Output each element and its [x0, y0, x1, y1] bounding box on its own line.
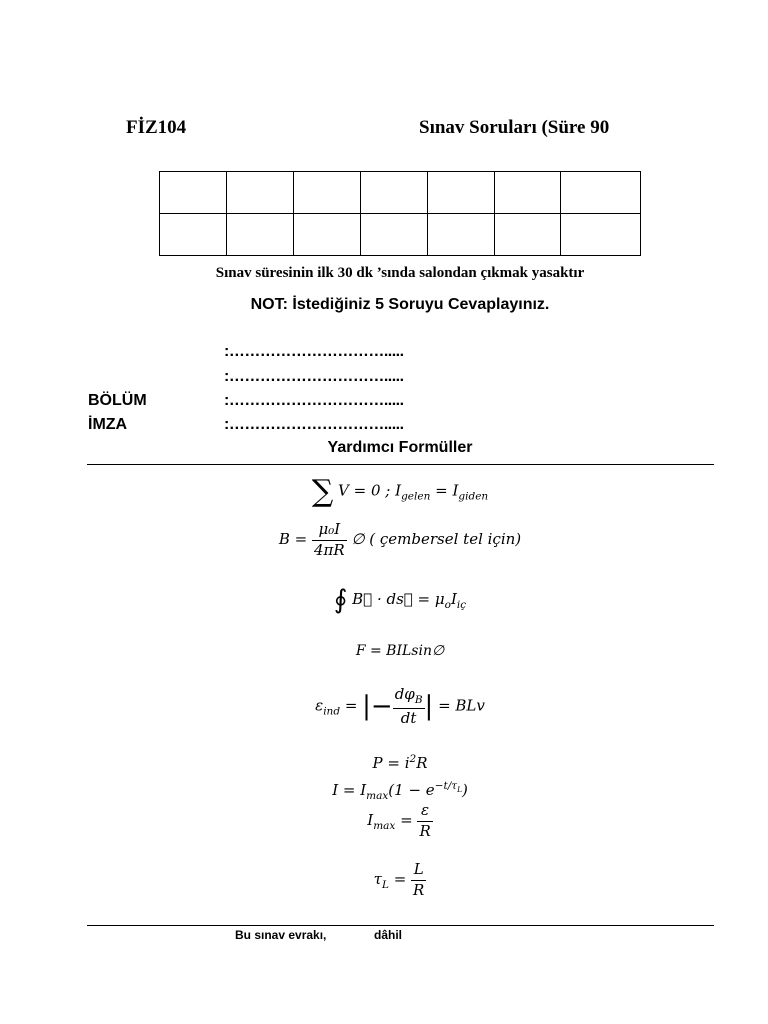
grade-cell[interactable] [428, 172, 495, 214]
formula-kirchhoff: ∑ V = 0 ; $I_{gelen} = I_{giden}$ [311, 474, 489, 509]
answer-field-imza[interactable]: :…………………………..... [224, 416, 404, 433]
formulas-heading: Yardımcı Formüller [327, 439, 473, 456]
grade-cell[interactable] [227, 172, 294, 214]
grade-cell[interactable] [160, 214, 227, 256]
formula-rl-current: $I = I_{max}(1 - e^{-t/\tau_L})$ [332, 780, 468, 802]
formula-ampere: ∮ B⃗ · ds⃗ = $\mu_oI_{iç}$ [333, 585, 467, 615]
exam-rule-text: Sınav süresinin ilk 30 dk ’sında salondan çıkmak yasaktır [215, 265, 585, 281]
grade-cell[interactable] [361, 214, 428, 256]
formula-induced-emf: $\varepsilon_{ind}$ = |− $\frac{d\varphi_B}{dt}$ | = BLv [315, 685, 485, 727]
grade-cell[interactable] [227, 214, 294, 256]
grade-cell[interactable] [495, 214, 561, 256]
footer-text-left: Bu sınav evrakı, [235, 928, 327, 942]
exam-note: NOT: İstediğiniz 5 Soruyu Cevaplayınız. [250, 296, 550, 313]
field-label-bolum: BÖLÜM [88, 392, 147, 409]
footer-text-right: dâhil [374, 928, 403, 942]
answer-field-2[interactable]: :…………………………..... [224, 368, 404, 385]
answer-field-bolum[interactable]: :…………………………..... [224, 392, 404, 409]
formula-time-constant: $\tau_L$ = $\frac{L}{R}$ [373, 860, 425, 899]
grade-row [160, 214, 641, 256]
formula-power: $P = i^2R$ [372, 753, 428, 772]
grade-cell[interactable] [160, 172, 227, 214]
grade-cell[interactable] [495, 172, 561, 214]
field-label-imza: İMZA [88, 416, 128, 433]
exam-title: Sınav Soruları (Süre 90 [419, 117, 610, 138]
grade-row [160, 172, 641, 214]
course-code: FİZ104 [126, 117, 187, 138]
formula-max-current: $I_{max}$ = $\frac{\varepsilon}{R}$ [367, 801, 431, 840]
grade-cell[interactable] [428, 214, 495, 256]
formula-magnetic-field: B = $\frac{\text{μ₀I}}{4\pi R}$ ∅ ( çembersel tel için) [278, 520, 522, 559]
divider-top [87, 464, 714, 465]
grade-cell[interactable] [361, 172, 428, 214]
grade-cell[interactable] [561, 214, 641, 256]
formula-force: F = BILsin∅ [355, 643, 445, 659]
grade-cell[interactable] [561, 172, 641, 214]
grade-table [159, 171, 641, 256]
grade-cell[interactable] [294, 214, 361, 256]
grade-cell[interactable] [294, 172, 361, 214]
divider-bottom [87, 925, 714, 926]
answer-field-1[interactable]: :…………………………..... [224, 343, 404, 360]
